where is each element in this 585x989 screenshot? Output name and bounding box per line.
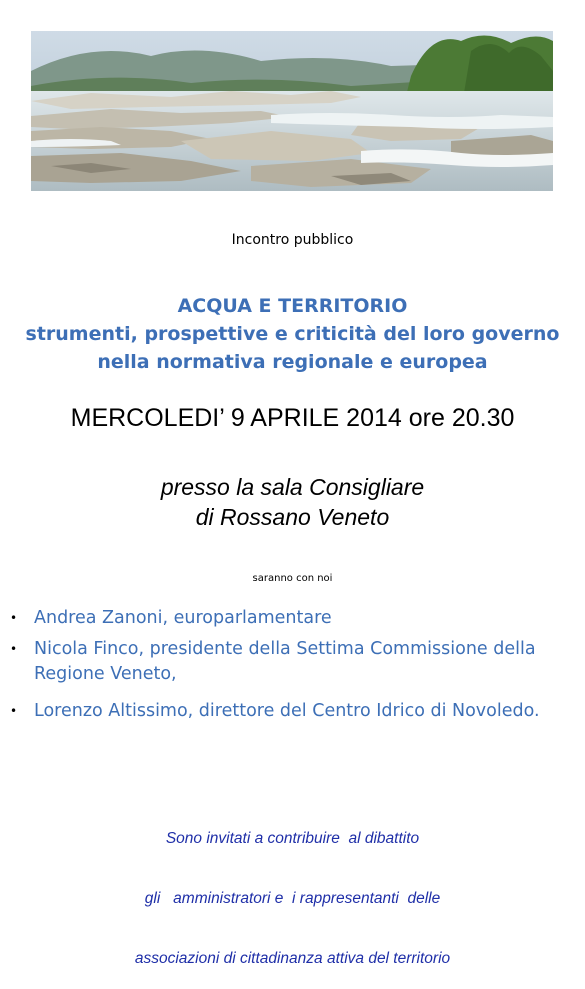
event-venue (0, 472, 585, 532)
speakers-intro: saranno con noi (252, 573, 333, 584)
invitation-line-2: gli amministratori e i rappresentanti delle (144, 890, 441, 907)
event-title: ACQUA E TERRITORIO (177, 295, 408, 317)
speaker-item (0, 637, 585, 687)
speaker-text-continued: Regione Veneto, (34, 664, 177, 684)
speaker-item (0, 699, 585, 724)
venue-line-2: di Rossano Veneto (195, 504, 390, 530)
event-subtitle-line-1: strumenti, prospettive e criticità del loro governo (25, 323, 560, 345)
venue-line-1: presso la sala Consigliare (160, 474, 425, 500)
event-date-time: MERCOLEDI’ 9 APRILE 2014 ore 20.30 (70, 404, 515, 432)
river-photo-illustration (31, 31, 553, 191)
bullet-icon: • (10, 611, 18, 625)
speaker-item (0, 606, 585, 631)
speakers-list (0, 606, 585, 724)
event-type: Incontro pubblico (231, 232, 354, 248)
event-subtitle-line-2: nella normativa regionale e europea (97, 351, 488, 373)
invitation-line-3: associazioni di cittadinanza attiva del territorio (134, 950, 451, 967)
bullet-icon: • (10, 642, 18, 656)
invitation-line-1: Sono invitati a contribuire al dibattito (165, 830, 420, 847)
speaker-text: Andrea Zanoni, europarlamentare (34, 608, 332, 628)
event-title-block (0, 292, 585, 376)
river-photo (31, 31, 553, 191)
speaker-text: Nicola Finco, presidente della Settima Commissione della (34, 639, 536, 659)
invitation-note (0, 789, 585, 989)
speaker-text: Lorenzo Altissimo, direttore del Centro Idrico di Novoledo. (34, 701, 540, 721)
bullet-icon: • (10, 704, 18, 718)
